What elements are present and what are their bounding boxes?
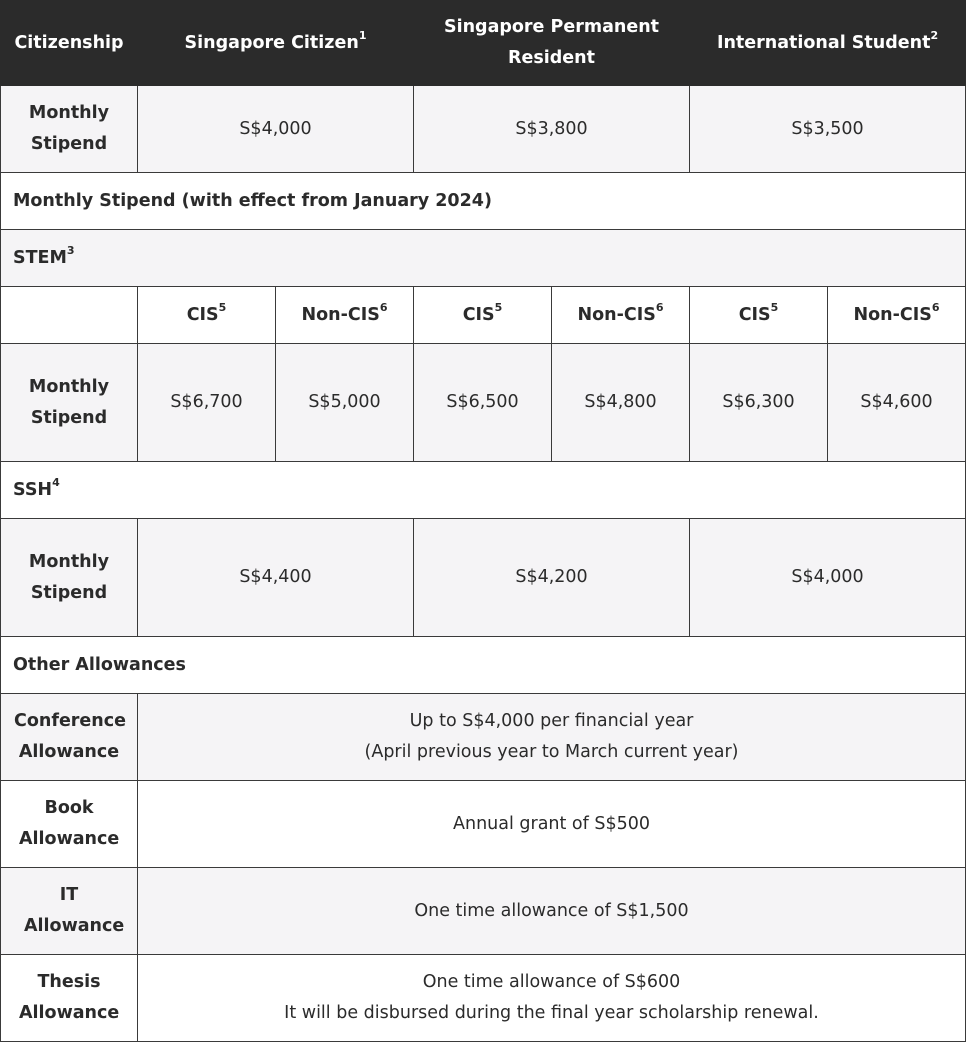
stipend-value: S$6,300	[690, 344, 828, 462]
table-row	[1, 519, 966, 637]
section-row	[1, 173, 966, 230]
section-effect-title: Monthly Stipend (with effect from January 2024)	[1, 173, 966, 230]
section-row	[1, 637, 966, 694]
allowance-value: One time allowance of S$1,500	[138, 868, 966, 955]
table-row	[1, 86, 966, 173]
stipend-value: S$3,500	[690, 86, 966, 173]
stipend-value: S$5,000	[276, 344, 414, 462]
section-stem-title: STEM$^3$	[1, 230, 966, 287]
allowance-line: Up to S$4,000 per financial year	[409, 711, 694, 731]
allowance-line: (April previous year to March current year)	[364, 742, 739, 762]
header-row	[1, 1, 966, 86]
allowance-value	[138, 955, 966, 1042]
table-row	[1, 955, 966, 1042]
stipend-value: S$4,200	[414, 519, 690, 637]
row-label: Monthly Stipend	[1, 344, 138, 462]
section-row	[1, 230, 966, 287]
stipend-value: S$3,800	[414, 86, 690, 173]
empty-cell	[1, 287, 138, 344]
header-international-student: International Student$^2$	[690, 1, 966, 86]
row-label: Conference Allowance	[1, 694, 138, 781]
row-label: Monthly Stipend	[1, 519, 138, 637]
stipend-value: S$4,400	[138, 519, 414, 637]
sub-col-header: Non-CIS$^6$	[828, 287, 966, 344]
stipend-value: S$4,600	[828, 344, 966, 462]
section-other-title: Other Allowances	[1, 637, 966, 694]
sub-header-row	[1, 287, 966, 344]
row-label: IT Allowance	[1, 868, 138, 955]
header-singapore-citizen: Singapore Citizen$^1$	[138, 1, 414, 86]
row-label: Book Allowance	[1, 781, 138, 868]
allowance-line: One time allowance of S$600	[422, 972, 681, 992]
sub-col-header: CIS$^5$	[690, 287, 828, 344]
sub-col-header: Non-CIS$^6$	[552, 287, 690, 344]
allowance-value: Annual grant of S$500	[138, 781, 966, 868]
allowance-value	[138, 694, 966, 781]
table-row	[1, 344, 966, 462]
stipend-value: S$4,000	[690, 519, 966, 637]
row-label: Thesis Allowance	[1, 955, 138, 1042]
sub-col-header: CIS$^5$	[414, 287, 552, 344]
sub-col-header: CIS$^5$	[138, 287, 276, 344]
stipend-value: S$4,800	[552, 344, 690, 462]
header-citizenship: Citizenship	[1, 1, 138, 86]
allowance-line: It will be disbursed during the final year scholarship renewal.	[284, 1003, 819, 1023]
stipend-value: S$6,700	[138, 344, 276, 462]
table-row	[1, 781, 966, 868]
stipend-value: S$4,000	[138, 86, 414, 173]
sub-col-header: Non-CIS$^6$	[276, 287, 414, 344]
row-label: Monthly Stipend	[1, 86, 138, 173]
stipend-value: S$6,500	[414, 344, 552, 462]
table-row	[1, 868, 966, 955]
table-row	[1, 694, 966, 781]
section-ssh-title: SSH$^4$	[1, 462, 966, 519]
header-singapore-pr: Singapore Permanent Resident	[414, 1, 690, 86]
section-row	[1, 462, 966, 519]
